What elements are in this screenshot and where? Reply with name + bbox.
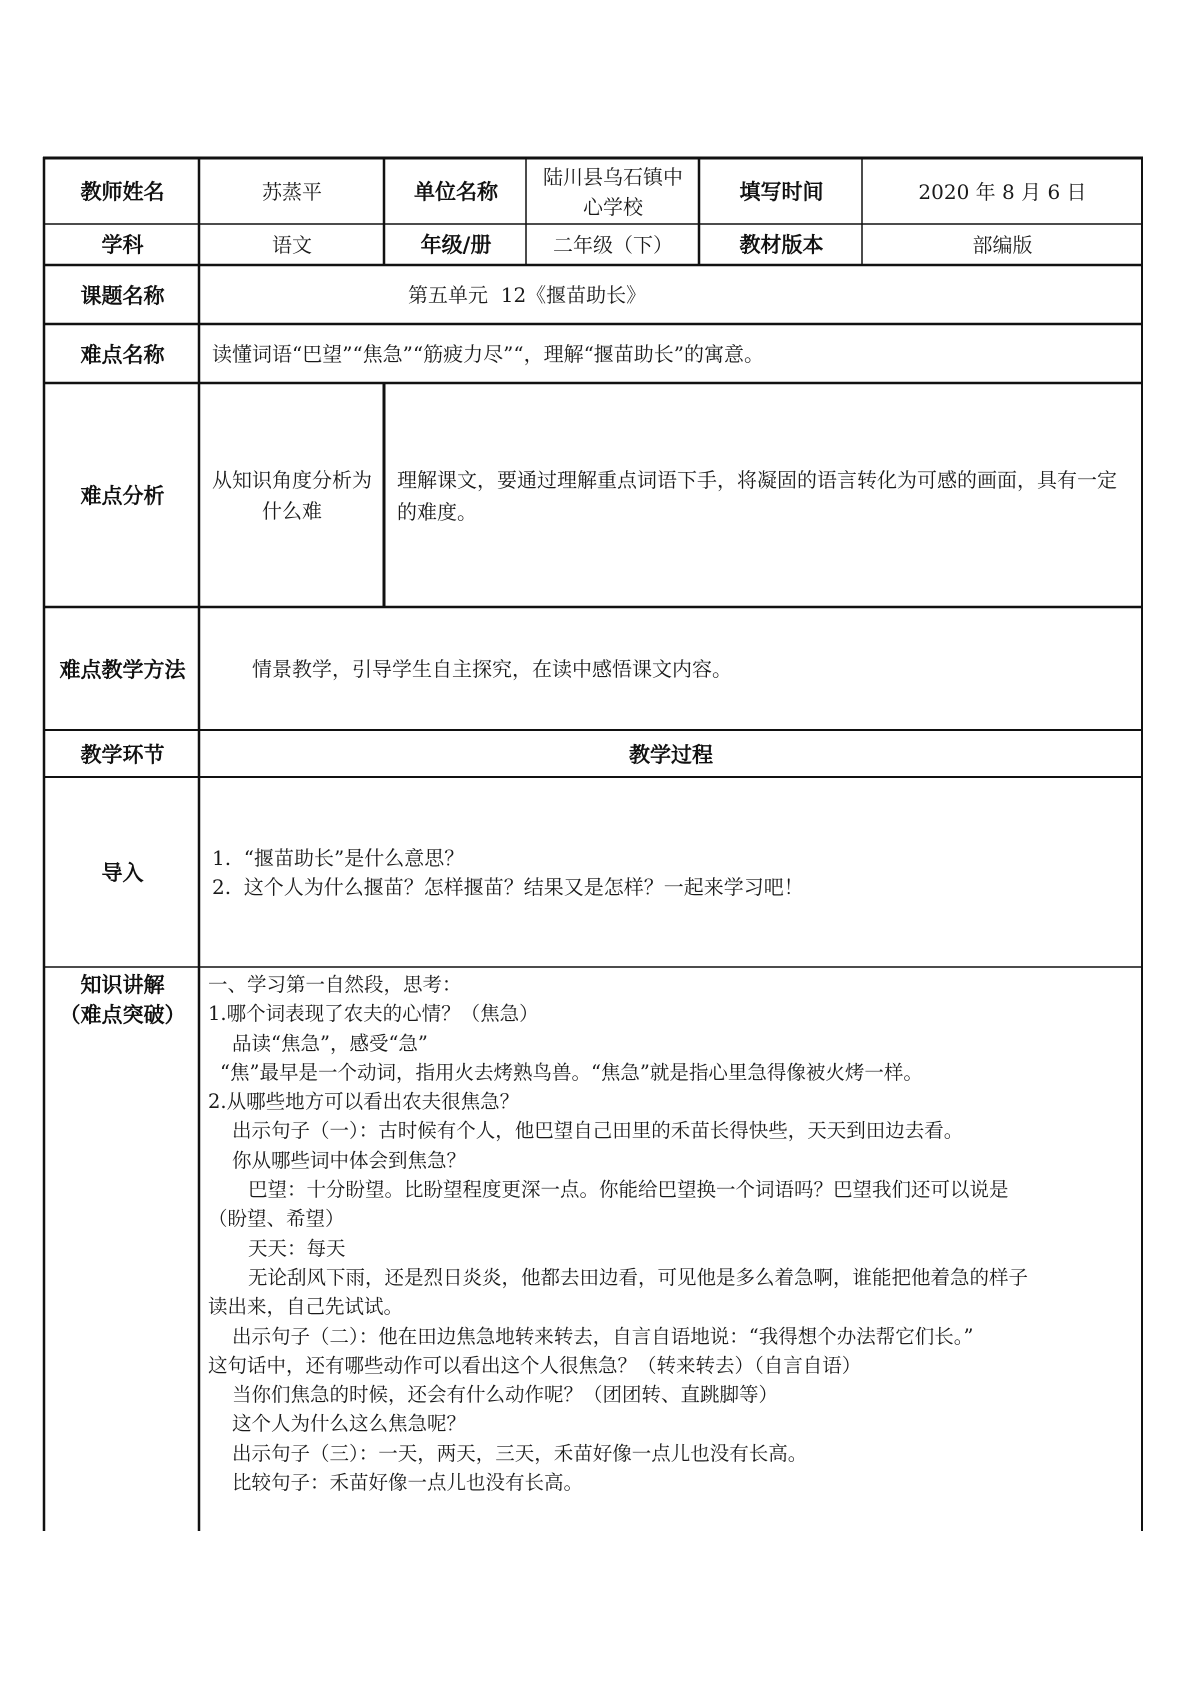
knowledge-line: 你从哪些词中体会到焦急？	[232, 1148, 467, 1172]
analysis-value: 理解课文，要通过理解重点词语下手，将凝固的语言转化为可感的画面，具有一定的难度。	[397, 468, 1117, 524]
knowledge-line: “焦”最早是一个动词，指用火去烤熟鸟兽。“焦急”就是指心里急得像被火烤一样。	[220, 1060, 923, 1084]
difficulty-value: 读懂词语“巴望”“焦急”“筋疲力尽”“，理解“揠苗助长”的寓意。	[212, 342, 765, 366]
knowledge-label-line1: 知识讲解	[80, 973, 165, 997]
unit-name-label: 单位名称	[414, 180, 498, 204]
knowledge-line: 无论刮风下雨，还是烈日炎炎，他都去田边看，可见他是多么着急啊，谁能把他着急的样子	[248, 1265, 1029, 1289]
knowledge-content	[208, 970, 1138, 1530]
knowledge-line: 一、学习第一自然段，思考：	[208, 973, 462, 996]
fill-date-value: 2020 年 8 月 6 日	[918, 179, 1087, 204]
method-value: 情景教学，引导学生自主探究，在读中感悟课文内容。	[252, 657, 732, 681]
difficulty-label: 难点名称	[80, 342, 165, 367]
knowledge-line: 这个人为什么这么焦急呢？	[232, 1412, 467, 1436]
knowledge-line: 读出来，自己先试试。	[208, 1295, 404, 1319]
intro-content	[200, 779, 1142, 967]
topic-label: 课题名称	[80, 283, 165, 308]
method-label: 难点教学方法	[59, 657, 186, 682]
knowledge-label-line2: （难点突破）	[59, 1003, 186, 1027]
intro-item: 2. 这个人为什么揠苗？怎样揠苗？结果又是怎样？一起来学习吧！	[212, 875, 804, 899]
knowledge-line: 1.哪个词表现了农夫的心情？（焦急）	[208, 1002, 539, 1026]
knowledge-line: 出示句子（二）：他在田边焦急地转来转去，自言自语地说：“我得想个办法帮它们长。”	[232, 1324, 974, 1348]
knowledge-line: 当你们焦急的时候，还会有什么动作呢？（团团转、直跳脚等）	[232, 1383, 779, 1407]
knowledge-line: 出示句子（三）：一天，两天，三天，禾苗好像一点儿也没有长高。	[232, 1441, 808, 1465]
stage-header-label: 教学环节	[80, 742, 165, 767]
edition-label: 教材版本	[739, 233, 824, 257]
analysis-sub-label: 从知识角度分析为什么难	[212, 468, 372, 523]
intro-item: 1. “揠苗助长”是什么意思？	[212, 846, 465, 870]
unit-name-value: 陆川县乌石镇中心学校	[543, 165, 683, 219]
knowledge-line: 这句话中，还有哪些动作可以看出这个人很焦急？（转来转去）（自言自语）	[208, 1353, 862, 1377]
analysis-label: 难点分析	[80, 484, 165, 508]
teacher-name-label: 教师姓名	[80, 180, 165, 204]
process-header-label: 教学过程	[629, 742, 713, 767]
knowledge-line: 天天：每天	[248, 1236, 346, 1260]
knowledge-line: 2.从哪些地方可以看出农夫很焦急？	[208, 1090, 520, 1114]
knowledge-label	[46, 970, 199, 1032]
knowledge-line: 品读“焦急”，感受“急”	[232, 1031, 428, 1055]
knowledge-line: 出示句子（一）：古时候有个人，他巴望自己田里的禾苗长得快些，天天到田边去看。	[232, 1119, 964, 1143]
knowledge-line: 巴望：十分盼望。比盼望程度更深一点。你能给巴望换一个词语吗？巴望我们还可以说是	[248, 1178, 1009, 1202]
grade-value: 二年级（下）	[553, 232, 673, 257]
intro-label: 导入	[101, 861, 144, 885]
edition-value: 部编版	[972, 232, 1033, 257]
subject-value: 语文	[272, 232, 312, 257]
knowledge-line: （盼望、希望）	[208, 1207, 345, 1231]
topic-value: 第五单元 12《揠苗助长》	[408, 283, 647, 307]
knowledge-line: 比较句子：禾苗好像一点儿也没有长高。	[232, 1471, 584, 1495]
grade-label: 年级/册	[420, 233, 492, 257]
teacher-name-value: 苏蒸平	[262, 179, 322, 204]
subject-label: 学科	[101, 233, 144, 257]
fill-date-label: 填写时间	[739, 180, 824, 204]
